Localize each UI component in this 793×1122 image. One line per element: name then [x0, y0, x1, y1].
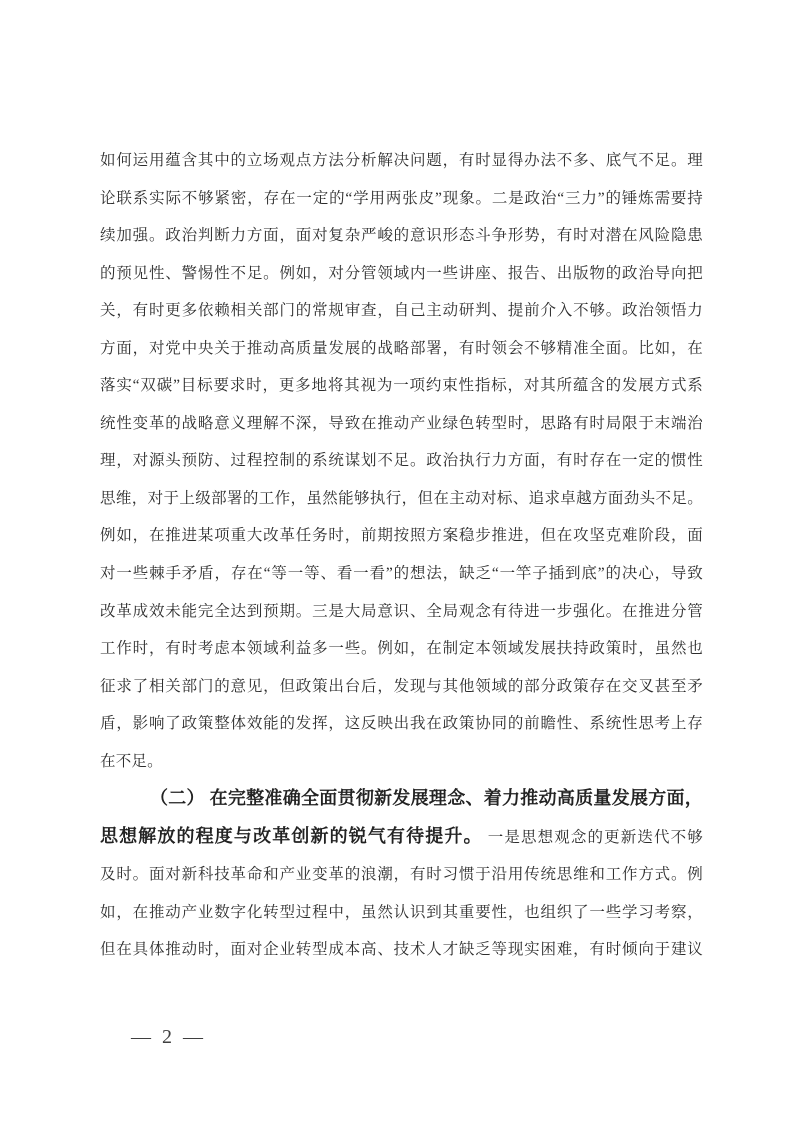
- body-line-12: 对一些棘手矛盾，存在“等一等、看一看”的想法，缺乏“一竿子插到底”的决心，导致: [100, 565, 703, 583]
- body-line-6: 方面，对党中央关于推动高质量发展的战略部署，有时领会不够精准全面。比如，在: [100, 339, 703, 357]
- page-number: — 2 —: [131, 1026, 204, 1048]
- body-line-1: 如何运用蕴含其中的立场观点方法分析解决问题，有时显得办法不多、底气不足。理: [100, 152, 703, 169]
- body-line-22: 但在具体推动时，面对企业转型成本高、技术人才缺乏等现实困难，有时倾向于建议: [100, 941, 703, 959]
- body-line-8: 统性变革的战略意义理解不深，导致在推动产业绿色转型时，思路有时局限于末端治: [100, 414, 703, 432]
- body-line-5: 关，有时更多依赖相关部门的常规审查，自己主动研判、提前介入不够。政治领悟力: [100, 302, 703, 320]
- section-heading-bold-segment: 思想解放的程度与改革创新的锐气有待提升。: [100, 825, 483, 846]
- body-line-15: 征求了相关部门的意见，但政策出台后，发现与其他领域的部分政策存在交叉甚至矛: [100, 677, 703, 695]
- body-line-14: 工作时，有时考虑本领域利益多一些。例如，在制定本领域发展扶持政策时，虽然也: [100, 640, 703, 658]
- body-line-16: 盾，影响了政策整体效能的发挥，这反映出我在政策协同的前瞻性、系统性思考上存: [100, 715, 703, 733]
- body-line-10: 思维，对于上级部署的工作，虽然能够执行，但在主动对标、追求卓越方面劲头不足。: [100, 489, 703, 507]
- body-line-17: 在不足。: [100, 752, 163, 770]
- body-line-2: 论联系实际不够紧密，存在一定的“学用两张皮”现象。二是政治“三力”的锤炼需要持: [100, 189, 703, 207]
- body-line-20: 及时。面对新科技革命和产业变革的浪潮，有时习惯于沿用传统思维和工作方式。例: [100, 866, 703, 884]
- body-line-4: 的预见性、警惕性不足。例如，对分管领域内一些讲座、报告、出版物的政治导向把: [100, 264, 703, 282]
- body-line-9: 理，对源头预防、过程控制的系统谋划不足。政治执行力方面，有时存在一定的惯性: [100, 452, 703, 470]
- document-body: [100, 142, 703, 969]
- body-line-11: 例如，在推进某项重大改革任务时，前期按照方案稳步推进，但在攻坚克难阶段，面: [100, 527, 703, 545]
- section-heading-line-2: [100, 818, 703, 857]
- body-line-7: 落实“双碳”目标要求时，更多地将其视为一项约束性指标，对其所蕴含的发展方式系: [100, 377, 703, 395]
- body-segment: 一是思想观念的更新迭代不够: [487, 828, 703, 846]
- body-line-13: 改革成效未能完全达到预期。三是大局意识、全局观念有待进一步强化。在推进分管: [100, 602, 703, 620]
- body-line-3: 续加强。政治判断力方面，面对复杂严峻的意识形态斗争形势，有时对潜在风险隐患: [100, 227, 703, 245]
- section-heading-line-1: （二） 在完整准确全面贯彻新发展理念、着力推动高质量发展方面，: [150, 788, 703, 809]
- body-line-21: 如，在推动产业数字化转型过程中，虽然认识到其重要性，也组织了一些学习考察，: [100, 903, 703, 921]
